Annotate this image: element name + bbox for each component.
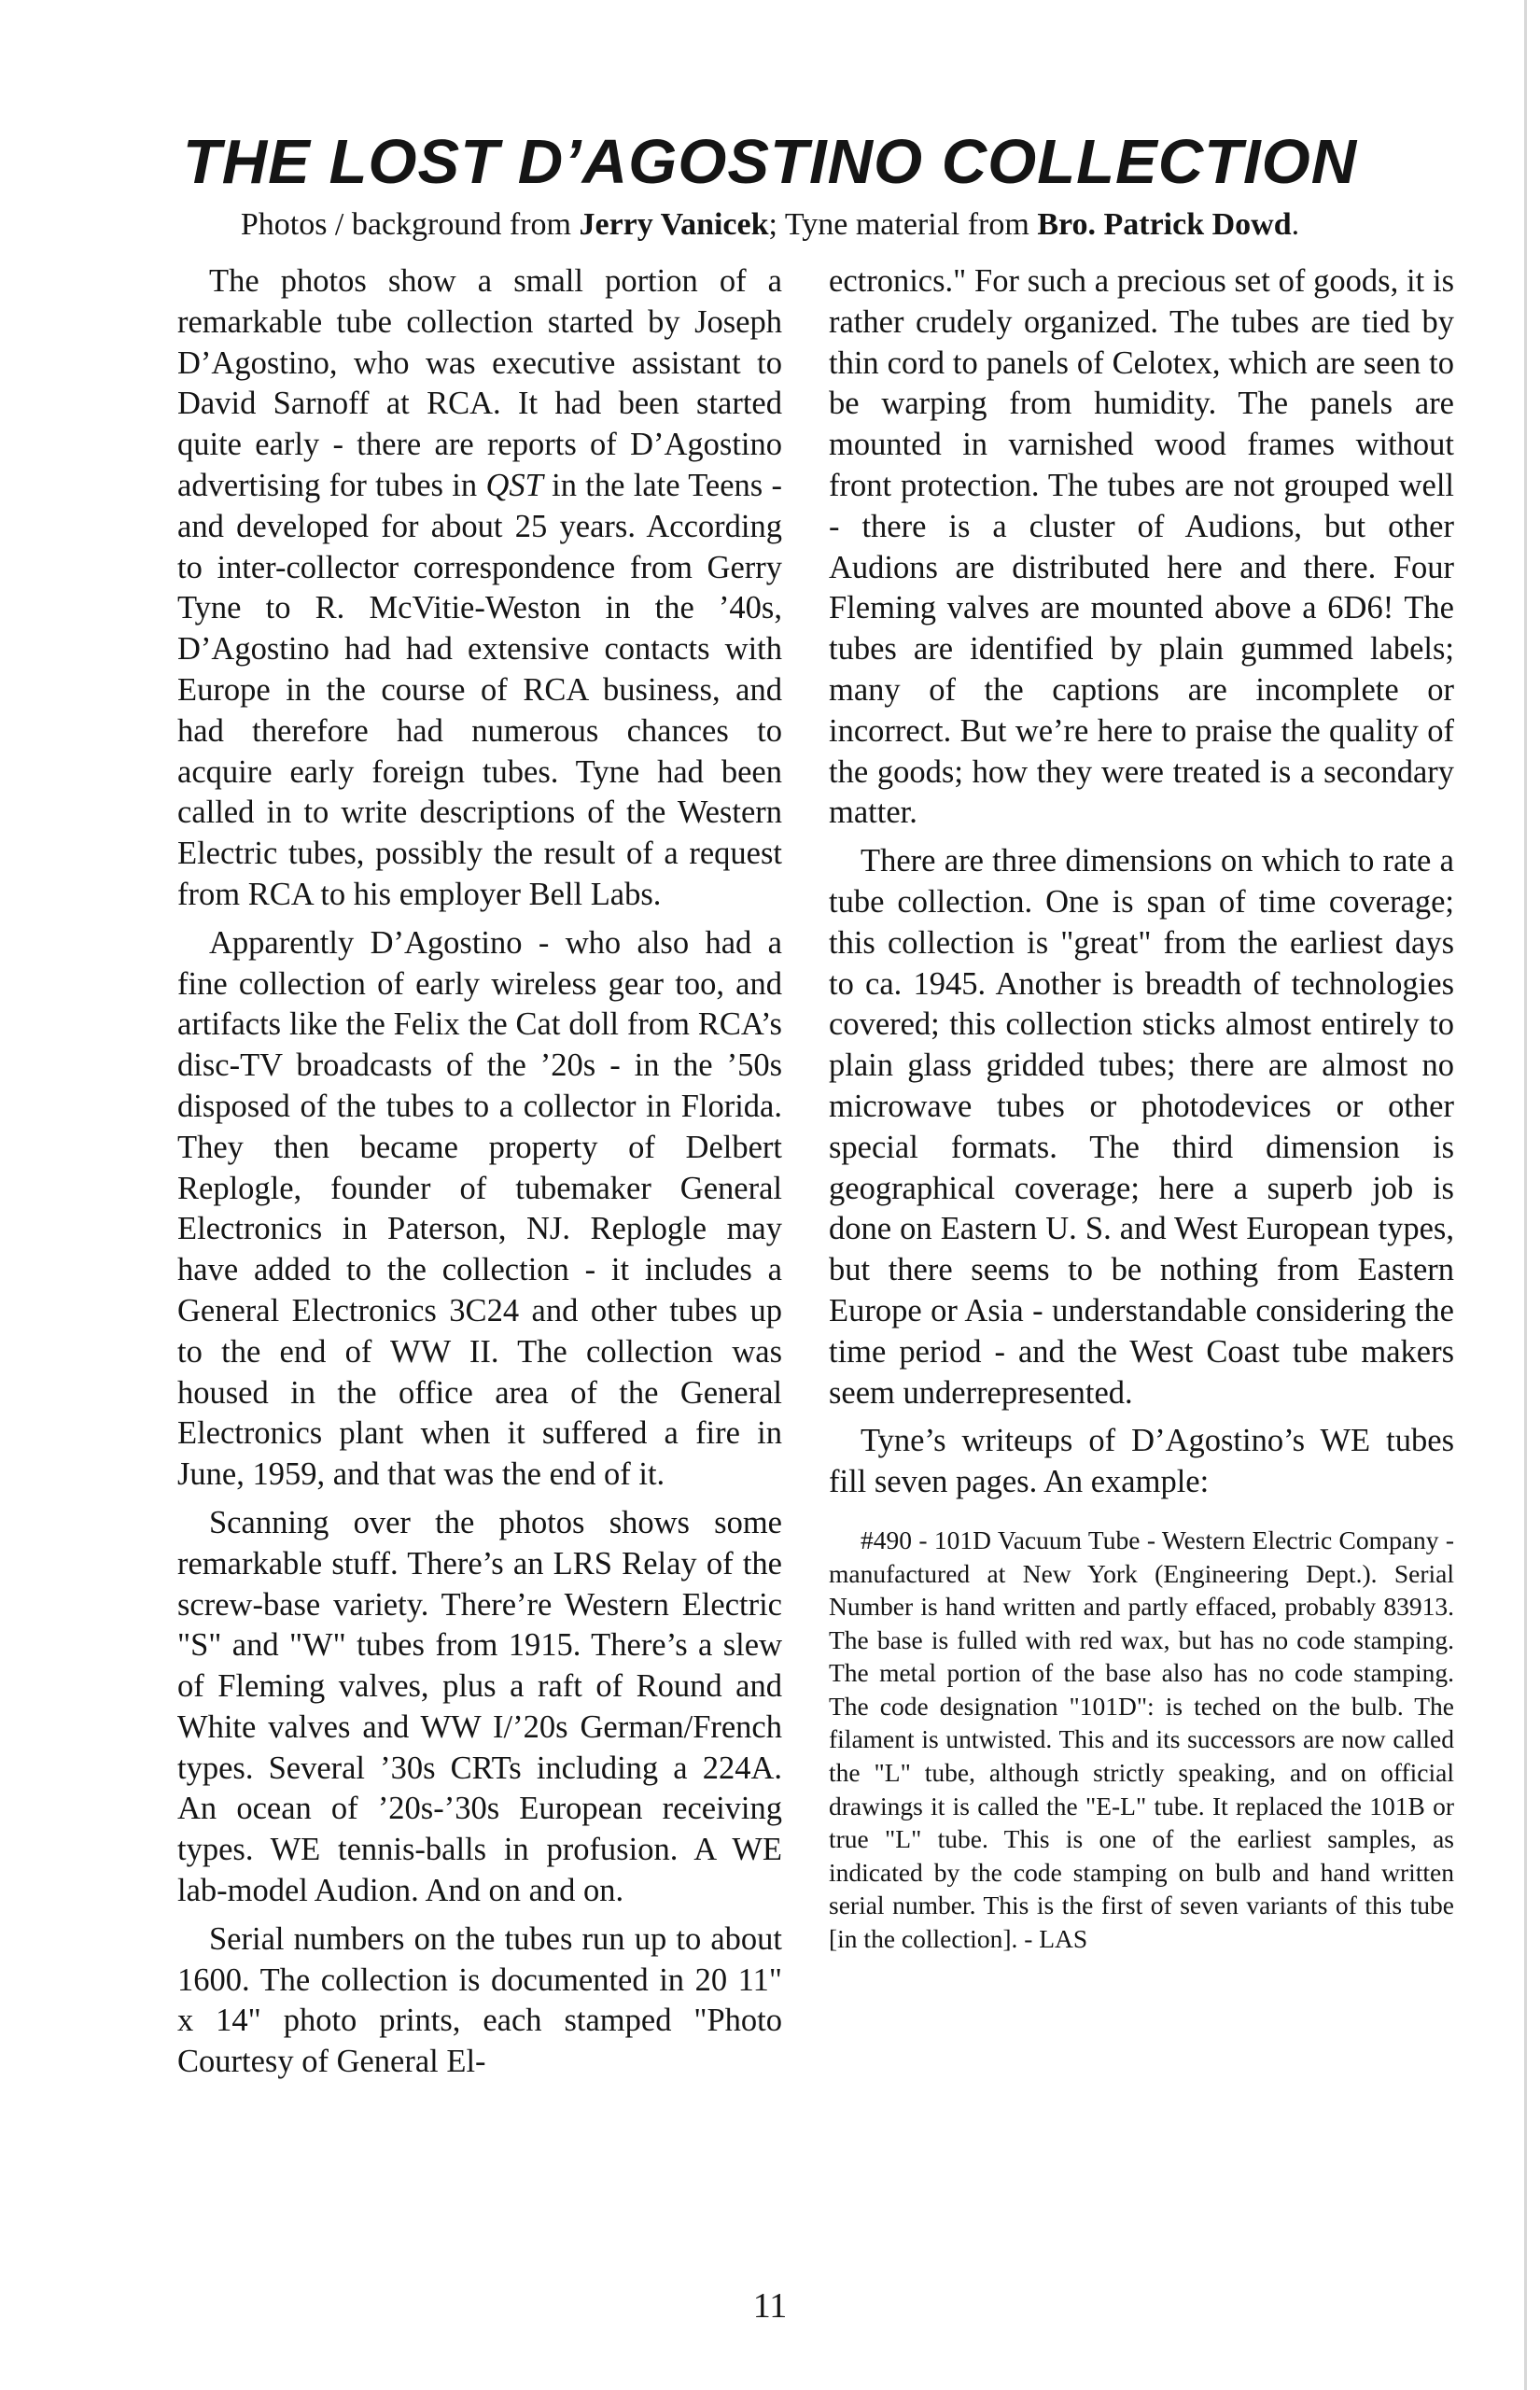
credits-middle: ; Tyne material from (768, 207, 1038, 242)
credits-suffix: . (1291, 207, 1300, 242)
article-title: THE LOST D’AGOSTINO COLLECTION (182, 127, 1358, 197)
credit-name-dowd: Bro. Patrick Dowd (1037, 207, 1292, 242)
credit-name-vanicek: Jerry Vanicek (579, 207, 769, 242)
credits-prefix: Photos / background from (240, 207, 580, 242)
page-number: 11 (752, 2286, 788, 2326)
right-paragraph-1: ectronics." For such a precious set of goods, it is rather crudely organized. The tubes are tied by thin cord to panels of Celotex, which are seen to be warping from humidity. The panels are mounted in varnished wood frames without front protection. The tubes are not grouped well - there is a cluster of Audions, but other Audions are distributed here and there. Four Fleming valves are mounted above a 6D6! The tubes are identified by plain gummed labels; many of the captions are incomplete or incorrect. But we’re here to praise the quality of the goods; how they were treated is a secondary matter. (829, 263, 1454, 831)
tube-writeup-example: #490 - 101D Vacuum Tube - Western Electric Company - manufactured at New York (Engineering Dept.). Serial Number is hand written and partly effaced, probably 83913. The base is fulled with red wax, but has no code stamping. The metal portion of the base also has no code stamping. The code designation "101D": is teched on the bulb. The filament is untwisted. This and its successors are now called the "L" tube, although strictly speaking, and on official drawings it is called the "E-L" tube. It replaced the 101B or true "L" tube. This is one of the earliest samples, as indicated by the code stamping on bulb and hand written serial number. This is the first of seven variants of this tube [in the collection]. - LAS (829, 1525, 1454, 1954)
left-paragraph-1-start: The photos show a small portion of a remarkable tube collection started by Joseph D’Agostino, who was executive assistant to David Sarnoff at RCA. It had been started quite early - there are reports of D’Agostino advertising for tubes in (177, 263, 782, 503)
photo-credits (0, 207, 1540, 242)
qst-magazine-title: QST (485, 467, 543, 503)
left-paragraph-1-end: in the late Teens - and developed for about 25 years. According to inter-collector correspondence from Gerry Tyne to R. McVitie-Weston in the ’40s, D’Agostino had had extensive contacts with Europe in the course of RCA business, and had therefore had numerous chances to acquire early foreign tubes. Tyne had been called in to write descriptions of the Western Electric tubes, possibly the result of a request from RCA to his employer Bell Labs. (177, 467, 782, 912)
right-paragraph-2: There are three dimensions on which to rate a tube collection. One is span of time coverage; this collection is "great" from the earliest days to ca. 1945. Another is breadth of technologies covered; this collection sticks almost entirely to plain glass gridded tubes; there are almost no microwave tubes or photodevices or other special formats. The third dimension is geographical coverage; here a superb job is done on Eastern U. S. and West European types, but there seems to be nothing from Eastern Europe or Asia - understandable considering the time period - and the West Coast tube makers seem underrepresented. (829, 843, 1454, 1411)
right-paragraph-3: Tyne’s writeups of D’Agostino’s WE tubes fill seven pages. An example: (829, 1423, 1454, 1500)
left-column (177, 261, 782, 2083)
left-paragraph-3: Scanning over the photos shows some remarkable stuff. There’s an LRS Relay of the screw-base variety. There’re Western Electric "S" and "W" tubes from 1915. There’s a slew of Fleming valves, plus a raft of Round and White valves and WW I/’20s German/French types. Several ’30s CRTs including a 224A. An ocean of ’20s-’30s European receiving types. WE tennis-balls in profusion. A WE lab-model Audion. And on and on. (177, 1504, 782, 1909)
page-edge-rule (1524, 0, 1527, 2390)
left-paragraph-1 (177, 261, 782, 916)
right-column (829, 261, 1454, 1956)
left-paragraph-4: Serial numbers on the tubes run up to about 1600. The collection is documented in 20 11" x 14" photo prints, each stamped "Photo Courtesy of General El- (177, 1920, 782, 2080)
left-paragraph-2: Apparently D’Agostino - who also had a fine collection of early wireless gear too, and artifacts like the Felix the Cat doll from RCA’s disc-TV broadcasts of the ’20s - in the ’50s disposed of the tubes to a collector in Florida. They then became property of Delbert Replogle, founder of tubemaker General Electronics in Paterson, NJ. Replogle may have added to the collection - it includes a General Electronics 3C24 and other tubes up to the end of WW II. The collection was housed in the office area of the General Electronics plant when it suffered a fire in June, 1959, and that was the end of it. (177, 924, 782, 1493)
